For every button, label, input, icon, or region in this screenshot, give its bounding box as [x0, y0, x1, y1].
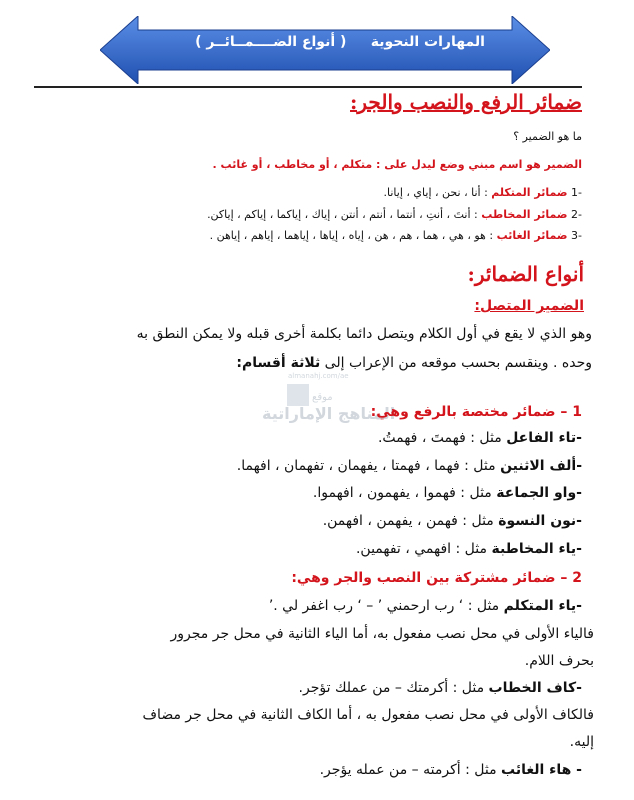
- group-heading-2: 2 – ضمائر مشتركة بين النصب والجر وهي:: [291, 570, 582, 586]
- example-row: [313, 485, 582, 501]
- item-label: ضمائر المخاطب: [481, 208, 568, 221]
- definition: الضمير هو اسم مبني وضع ليدل على : متكلم ، أو مخاطب ، أو غائب .: [212, 158, 582, 171]
- example-mid: مثل :: [457, 513, 499, 529]
- item-number: -1: [571, 186, 582, 199]
- paragraph-line: وهو الذي لا يقع في أول الكلام ويتصل دائما بكلمة أخرى قبله ولا يمكن النطق به: [136, 326, 592, 342]
- example-text: فهما ، فهمتا ، يفهمان ، تفهمان ، افهما.: [236, 458, 460, 474]
- list-item: [210, 229, 582, 242]
- example-text: افهمي ، تفهمين.: [355, 541, 452, 557]
- example-text: فهموا ، يفهمون ، افهموا.: [312, 485, 456, 501]
- item-text: : أنا ، نحن ، إياي ، إيانا.: [383, 186, 488, 199]
- banner-subtitle: ( أنواع الضــــمــائــر ): [195, 34, 347, 50]
- pronoun-label: -تاء الفاعل: [506, 430, 582, 446]
- section-heading-1: ضمائر الرفع والنصب والجر:: [350, 90, 582, 114]
- group-heading-1: 1 – ضمائر مختصة بالرفع وهي:: [370, 404, 582, 420]
- watermark-line1: موقع: [312, 392, 333, 403]
- explanation-line: فالياء الأولى في محل نصب مفعول به، أما الياء الثانية في محل جر مجرور: [170, 626, 594, 642]
- example-mid: مثل :: [465, 430, 507, 446]
- example-row: [237, 458, 582, 474]
- paragraph-line: [236, 355, 592, 371]
- item-text: : هو ، هي ، هما ، هم ، هن ، إياه ، إياها ، إياهما ، إياهم ، إياهن .: [209, 229, 494, 242]
- pronoun-label: -نون النسوة: [498, 513, 582, 529]
- explanation-line: فالكاف الأولى في محل نصب مفعول به ، أما الكاف الثانية في محل جر مضاف: [142, 707, 594, 723]
- pronoun-label: -ياء المخاطبة: [491, 541, 582, 557]
- list-item: [207, 208, 582, 221]
- question: ما هو الضمير ؟: [513, 130, 582, 143]
- item-number: -3: [571, 229, 582, 242]
- example-row: [323, 513, 582, 529]
- paragraph-text: وحده . وينقسم بحسب موقعه من الإعراب إلى: [320, 355, 592, 371]
- item-label: ضمائر الغائب: [496, 229, 568, 242]
- watermark-url: almanahj.com/ae: [288, 372, 349, 380]
- watermark-line2: المناهج الإماراتية: [262, 404, 396, 423]
- example-mid: مثل :: [455, 485, 497, 501]
- example-mid: مثل :: [459, 458, 501, 474]
- explanation-line: بحرف اللام.: [524, 653, 594, 669]
- subheading-attached-pronoun: الضمير المتصل:: [474, 298, 584, 314]
- example-text: مثل : ‘ رب ارحمني ’ – ‘ رب اغفر لي .’: [268, 598, 504, 614]
- pronoun-label: - هاء الغائب: [501, 762, 582, 778]
- example-row: [320, 762, 582, 778]
- title-banner: [100, 16, 550, 84]
- section-heading-2: أنواع الضمائر:: [467, 262, 584, 286]
- banner-title: المهارات النحوية: [370, 34, 485, 50]
- pronoun-label: -ألف الاثنين: [500, 458, 582, 474]
- example-row: [378, 430, 582, 446]
- three-sections: ثلاثة أقسام:: [236, 355, 321, 371]
- list-item: [384, 186, 583, 199]
- example-row: [269, 598, 582, 614]
- pronoun-label: -واو الجماعة: [496, 485, 582, 501]
- example-row: [299, 680, 582, 696]
- example-row: [356, 541, 582, 557]
- watermark-logo: [287, 384, 309, 406]
- item-label: ضمائر المتكلم: [491, 186, 568, 199]
- example-text: فهمن ، يفهمن ، افهمن.: [322, 513, 458, 529]
- example-text: مثل : أكرمتك – من عملك تؤجر.: [298, 680, 489, 696]
- example-mid: مثل :: [451, 541, 492, 557]
- example-text: مثل : أكرمته – من عمله يؤجر.: [319, 762, 502, 778]
- item-text: : أنتَ ، أنتِ ، أنتما ، أنتم ، أنتن ، إياك ، إياكما ، إياكم ، إياكن.: [207, 208, 478, 221]
- pronoun-label: -كاف الخطاب: [488, 680, 582, 696]
- pronoun-label: -ياء المتكلم: [503, 598, 582, 614]
- item-number: -2: [571, 208, 582, 221]
- example-text: فهمتَ ، فهمتُ.: [377, 430, 466, 446]
- top-divider: [34, 86, 582, 88]
- explanation-line: إليه.: [569, 734, 594, 750]
